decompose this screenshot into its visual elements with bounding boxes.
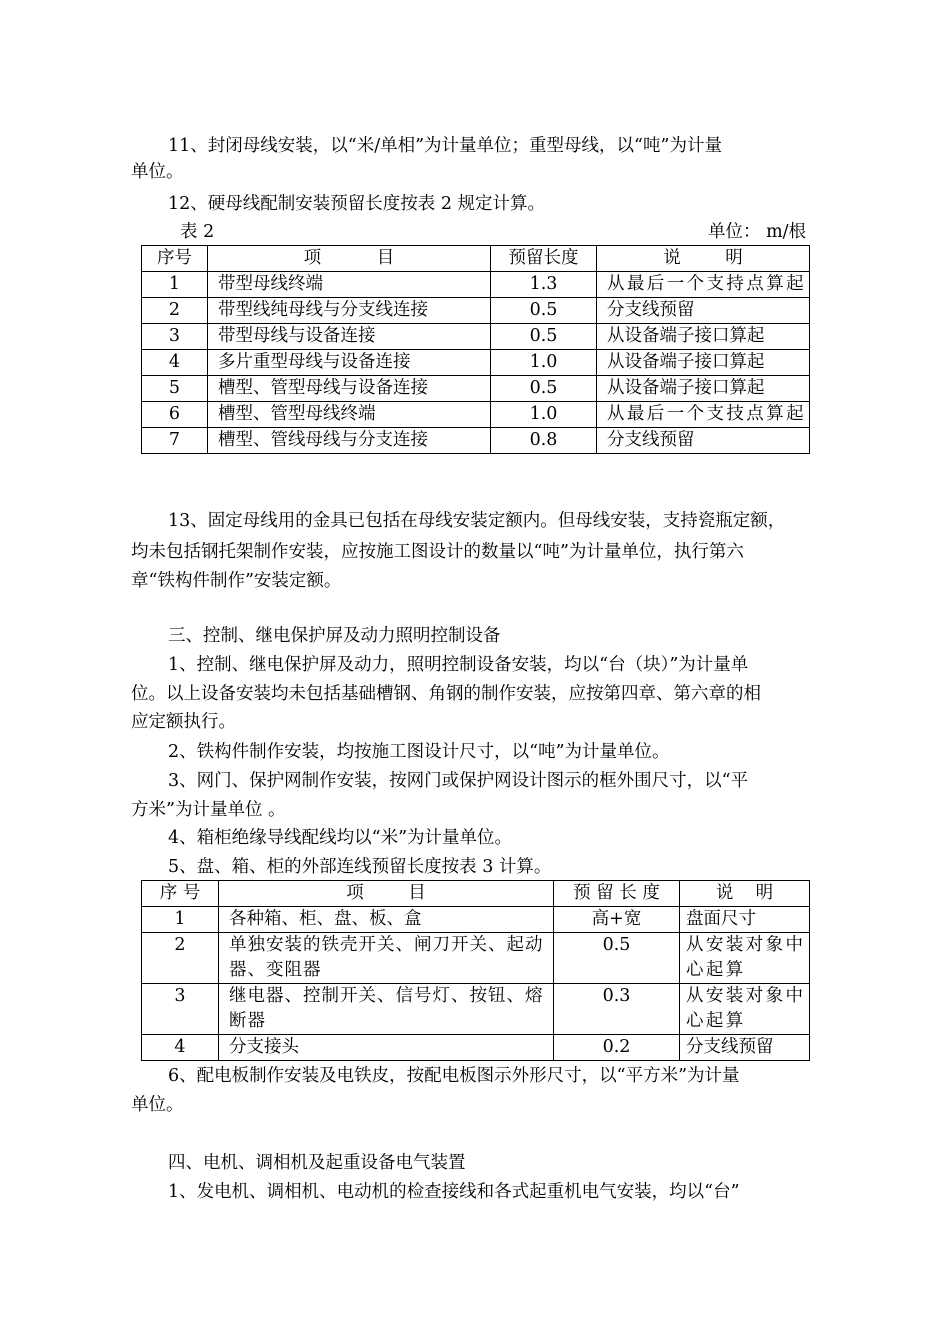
row-note: 从安装对象中心起算	[680, 984, 810, 1035]
table-row	[142, 350, 810, 376]
row-length: 0.5	[554, 933, 680, 984]
row-item: 槽型、管型母线终端	[208, 402, 491, 428]
row-length: 0.5	[491, 324, 597, 350]
paragraph-13-line1: 13、固定母线用的金具已包括在母线安装定额内。但母线安装，支持瓷瓶定额，	[168, 511, 786, 531]
table-row	[142, 402, 810, 428]
row-item: 分支接头	[219, 1035, 554, 1061]
paragraph-6-line1: 6、配电板制作安装及电铁皮，按配电板图示外形尺寸，以“平方米”为计量	[168, 1066, 740, 1086]
section3-line5: 3、网门、保护网制作安装，按网门或保护网设计图示的框外围尺寸，以“平	[168, 771, 749, 791]
table2-header-note: 说 明	[597, 246, 810, 272]
row-length: 0.2	[554, 1035, 680, 1061]
paragraph-13-line3: 章“铁构件制作”安装定额。	[131, 571, 342, 591]
table3-header-no: 序 号	[142, 881, 219, 907]
table-row	[142, 1035, 810, 1061]
row-item: 带型母线终端	[208, 272, 491, 298]
section4-line1: 1、发电机、调相机、电动机的检查接线和各式起重机电气安装，均以“台”	[168, 1182, 740, 1202]
paragraph-12: 12、硬母线配制安装预留长度按表 2 规定计算。	[168, 194, 546, 214]
row-no: 4	[142, 350, 208, 376]
table2-caption: 表 2	[180, 222, 215, 242]
table-row	[142, 428, 810, 454]
paragraph-13-line2: 均未包括钢托架制作安装，应按施工图设计的数量以“吨”为计量单位，执行第六	[131, 542, 744, 562]
paragraph-6-line2: 单位。	[131, 1095, 184, 1115]
row-length: 1.0	[491, 402, 597, 428]
table3-header-length: 预 留 长 度	[554, 881, 680, 907]
row-note: 从设备端子接口算起	[597, 350, 810, 376]
table-row	[142, 376, 810, 402]
table-row	[142, 272, 810, 298]
table2-header-item: 项 目	[208, 246, 491, 272]
row-no: 5	[142, 376, 208, 402]
row-length: 0.8	[491, 428, 597, 454]
section4-title: 四、电机、调相机及起重设备电气装置	[168, 1153, 466, 1173]
section3-line6: 方米”为计量单位 。	[131, 800, 286, 820]
table2-header-length: 预留长度	[491, 246, 597, 272]
row-no: 1	[142, 907, 219, 933]
row-note: 从最后一个支技点算起	[597, 402, 810, 428]
row-no: 3	[142, 324, 208, 350]
table3-header-note: 说 明	[680, 881, 810, 907]
table2-header-no: 序号	[142, 246, 208, 272]
row-note: 从安装对象中心起算	[680, 933, 810, 984]
table-row	[142, 984, 810, 1035]
row-length: 0.5	[491, 298, 597, 324]
table3-header-row	[142, 881, 810, 907]
table-row	[142, 298, 810, 324]
row-length: 0.5	[491, 376, 597, 402]
row-no: 3	[142, 984, 219, 1035]
row-length: 0.3	[554, 984, 680, 1035]
row-note: 从最后一个支持点算起	[597, 272, 810, 298]
table-row	[142, 324, 810, 350]
row-length: 1.0	[491, 350, 597, 376]
row-note: 盘面尺寸	[680, 907, 810, 933]
section3-title: 三、控制、继电保护屏及动力照明控制设备	[168, 626, 501, 646]
table2-header-row	[142, 246, 810, 272]
row-note: 从设备端子接口算起	[597, 324, 810, 350]
section3-line2: 位。以上设备安装均未包括基础槽钢、角钢的制作安装，应按第四章、第六章的相	[131, 684, 761, 704]
table2	[141, 245, 810, 454]
row-item: 各种箱、柜、盘、板、盒	[219, 907, 554, 933]
section3-line4: 2、铁构件制作安装，均按施工图设计尺寸，以“吨”为计量单位。	[168, 742, 670, 762]
row-note: 分支线预留	[597, 428, 810, 454]
row-note: 分支线预留	[680, 1035, 810, 1061]
section3-line8: 5、盘、箱、柜的外部连线预留长度按表 3 计算。	[168, 857, 552, 877]
row-item: 槽型、管型母线与设备连接	[208, 376, 491, 402]
table-row	[142, 933, 810, 984]
row-item: 带型线纯母线与分支线连接	[208, 298, 491, 324]
paragraph-11-line2: 单位。	[131, 162, 184, 182]
table2-unit: 单位： m/根	[708, 222, 807, 242]
row-item: 多片重型母线与设备连接	[208, 350, 491, 376]
row-no: 7	[142, 428, 208, 454]
row-note: 分支线预留	[597, 298, 810, 324]
row-no: 4	[142, 1035, 219, 1061]
table-row	[142, 907, 810, 933]
row-item: 单独安装的铁壳开关、闸刀开关、起动器、变阻器	[219, 933, 554, 984]
row-item: 继电器、控制开关、信号灯、按钮、熔断器	[219, 984, 554, 1035]
row-no: 6	[142, 402, 208, 428]
paragraph-11-line1: 11、封闭母线安装，以“米/单相”为计量单位；重型母线，以“吨”为计量	[168, 136, 722, 156]
row-length: 1.3	[491, 272, 597, 298]
section3-line1: 1、控制、继电保护屏及动力，照明控制设备安装，均以“台（块）”为计量单	[168, 655, 749, 675]
row-no: 2	[142, 933, 219, 984]
row-note: 从设备端子接口算起	[597, 376, 810, 402]
section3-line7: 4、箱柜绝缘导线配线均以“米”为计量单位。	[168, 828, 513, 848]
row-item: 槽型、管线母线与分支连接	[208, 428, 491, 454]
table3	[141, 880, 810, 1061]
row-no: 1	[142, 272, 208, 298]
table3-header-item: 项 目	[219, 881, 554, 907]
row-item: 带型母线与设备连接	[208, 324, 491, 350]
row-length: 高+宽	[554, 907, 680, 933]
section3-line3: 应定额执行。	[131, 712, 236, 732]
row-no: 2	[142, 298, 208, 324]
